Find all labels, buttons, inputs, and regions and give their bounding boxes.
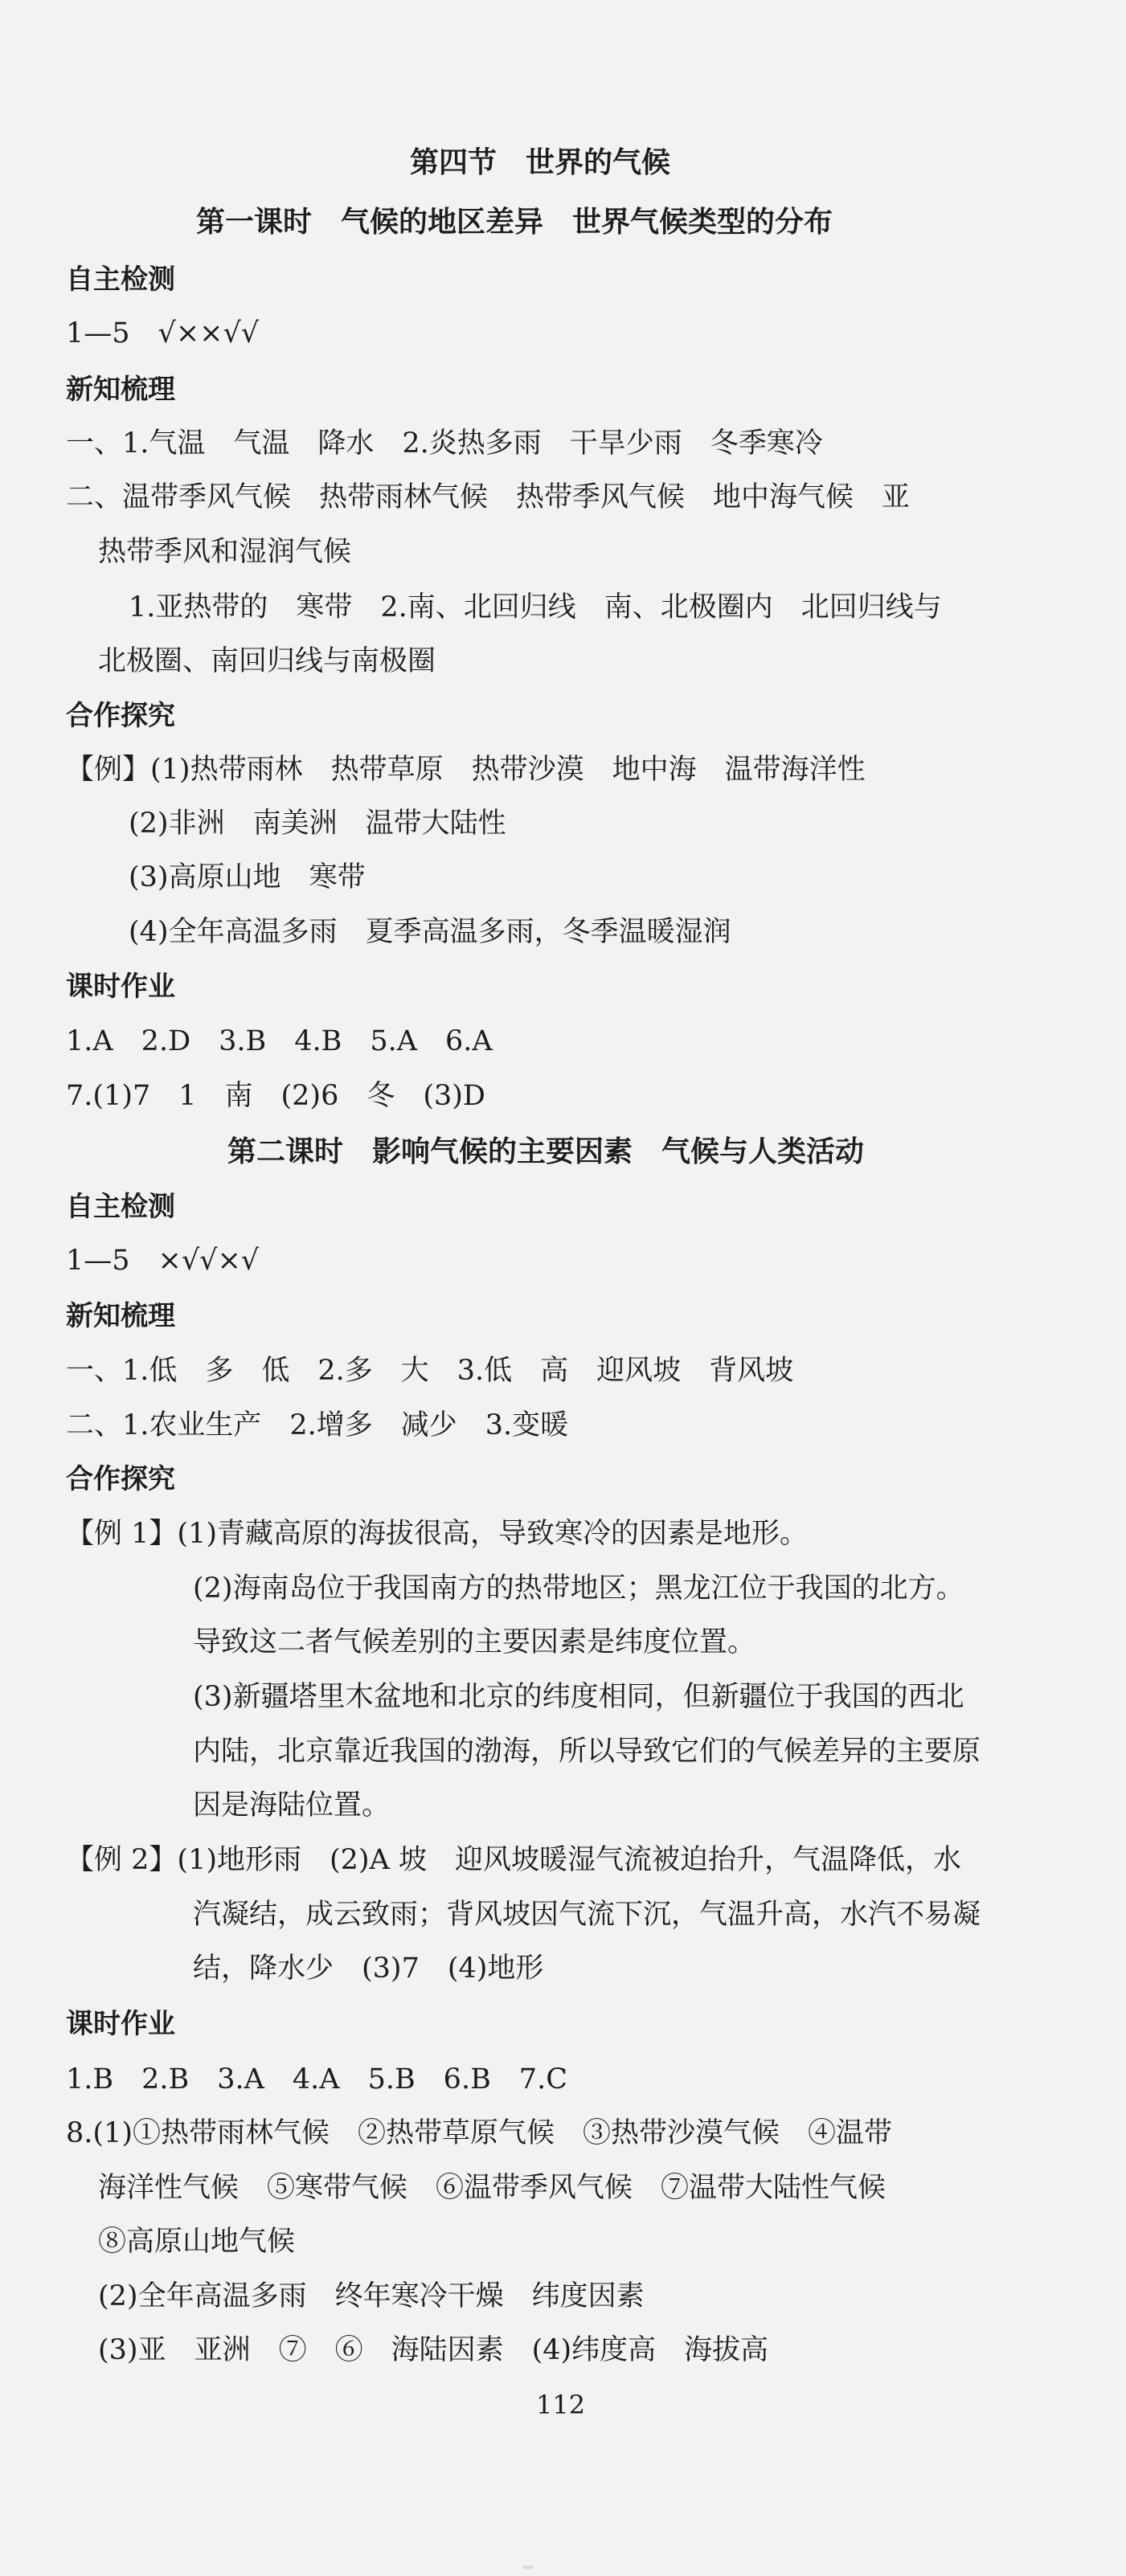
lesson1-title: 第一课时 气候的地区差异 世界气候类型的分布: [196, 206, 833, 239]
lesson1-new-knowledge-line: 1.亚热带的 寒带 2.南、北回归线 南、北极圈内 北回归线与: [129, 591, 942, 624]
lesson2-new-knowledge-line: 一、1.低 多 低 2.多 大 3.低 高 迎风坡 背风坡: [66, 1355, 794, 1387]
lesson2-self-check-heading: 自主检测: [66, 1191, 175, 1223]
lesson2-example1-line: 内陆，北京靠近我国的渤海，所以导致它们的气候差异的主要原: [193, 1736, 981, 1768]
lesson1-cooperation-heading: 合作探究: [66, 700, 175, 732]
lesson2-homework-line: 1.B 2.B 3.A 4.A 5.B 6.B 7.C: [66, 2063, 567, 2096]
lesson2-title: 第二课时 影响气候的主要因素 气候与人类活动: [227, 1135, 865, 1168]
section-title: 第四节 世界的气候: [410, 146, 671, 179]
scan-speck: [522, 2566, 534, 2569]
lesson2-new-knowledge-heading: 新知梳理: [66, 1300, 175, 1332]
lesson2-homework-line: (3)亚 亚洲 ⑦ ⑥ 海陆因素 (4)纬度高 海拔高: [98, 2334, 769, 2366]
lesson2-example1-line: 导致这二者气候差别的主要因素是纬度位置。: [193, 1626, 756, 1658]
lesson1-new-knowledge-line: 北极圈、南回归线与南极圈: [98, 645, 436, 677]
lesson1-homework-line: 7.(1)7 1 南 (2)6 冬 (3)D: [66, 1080, 485, 1112]
lesson2-example1-line: (3)新疆塔里木盆地和北京的纬度相同，但新疆位于我国的西北: [193, 1681, 964, 1713]
lesson1-example-line: 【例】(1)热带雨林 热带草原 热带沙漠 地中海 温带海洋性: [66, 754, 866, 786]
lesson2-example2-line: 汽凝结，成云致雨；背风坡因气流下沉，气温升高，水汽不易凝: [193, 1899, 981, 1931]
lesson2-example2-line: 【例 2】(1)地形雨 (2)A 坡 迎风坡暖湿气流被迫抬升，气温降低，水: [66, 1844, 961, 1876]
lesson2-homework-line: 海洋性气候 ⑤寒带气候 ⑥温带季风气候 ⑦温带大陆性气候: [98, 2172, 886, 2204]
lesson2-homework-line: ⑧高原山地气候: [98, 2226, 296, 2258]
lesson1-example-line: (4)全年高温多雨 夏季高温多雨，冬季温暖湿润: [129, 916, 731, 948]
lesson1-homework-line: 1.A 2.D 3.B 4.B 5.A 6.A: [66, 1025, 493, 1057]
lesson1-self-check-answer: 1—5 √××√√: [66, 317, 260, 350]
lesson1-new-knowledge-line: 热带季风和湿润气候: [98, 536, 352, 568]
lesson2-homework-line: 8.(1)①热带雨林气候 ②热带草原气候 ③热带沙漠气候 ④温带: [66, 2117, 892, 2149]
lesson2-cooperation-heading: 合作探究: [66, 1463, 175, 1495]
page-number: 112: [536, 2390, 586, 2420]
lesson2-example2-line: 结，降水少 (3)7 (4)地形: [193, 1952, 544, 1985]
lesson1-new-knowledge-heading: 新知梳理: [66, 374, 175, 406]
lesson2-homework-heading: 课时作业: [66, 2008, 175, 2040]
lesson1-example-line: (2)非洲 南美洲 温带大陆性: [129, 808, 506, 840]
lesson2-new-knowledge-line: 二、1.农业生产 2.增多 减少 3.变暖: [66, 1409, 569, 1441]
lesson2-example1-line: 因是海陆位置。: [193, 1789, 391, 1822]
lesson1-new-knowledge-line: 二、温带季风气候 热带雨林气候 热带季风气候 地中海气候 亚: [66, 481, 911, 513]
lesson2-example1-line: 【例 1】(1)青藏高原的海拔很高，导致寒冷的因素是地形。: [66, 1518, 808, 1550]
lesson2-self-check-answer: 1—5 ×√√×√: [66, 1245, 260, 1277]
lesson1-example-line: (3)高原山地 寒带: [129, 861, 366, 893]
lesson1-self-check-heading: 自主检测: [66, 264, 175, 296]
lesson2-example1-line: (2)海南岛位于我国南方的热带地区；黑龙江位于我国的北方。: [193, 1572, 964, 1605]
lesson1-new-knowledge-line: 一、1.气温 气温 降水 2.炎热多雨 干旱少雨 冬季寒冷: [66, 427, 823, 460]
lesson2-homework-line: (2)全年高温多雨 终年寒冷干燥 纬度因素: [98, 2280, 645, 2312]
lesson1-homework-heading: 课时作业: [66, 971, 175, 1003]
